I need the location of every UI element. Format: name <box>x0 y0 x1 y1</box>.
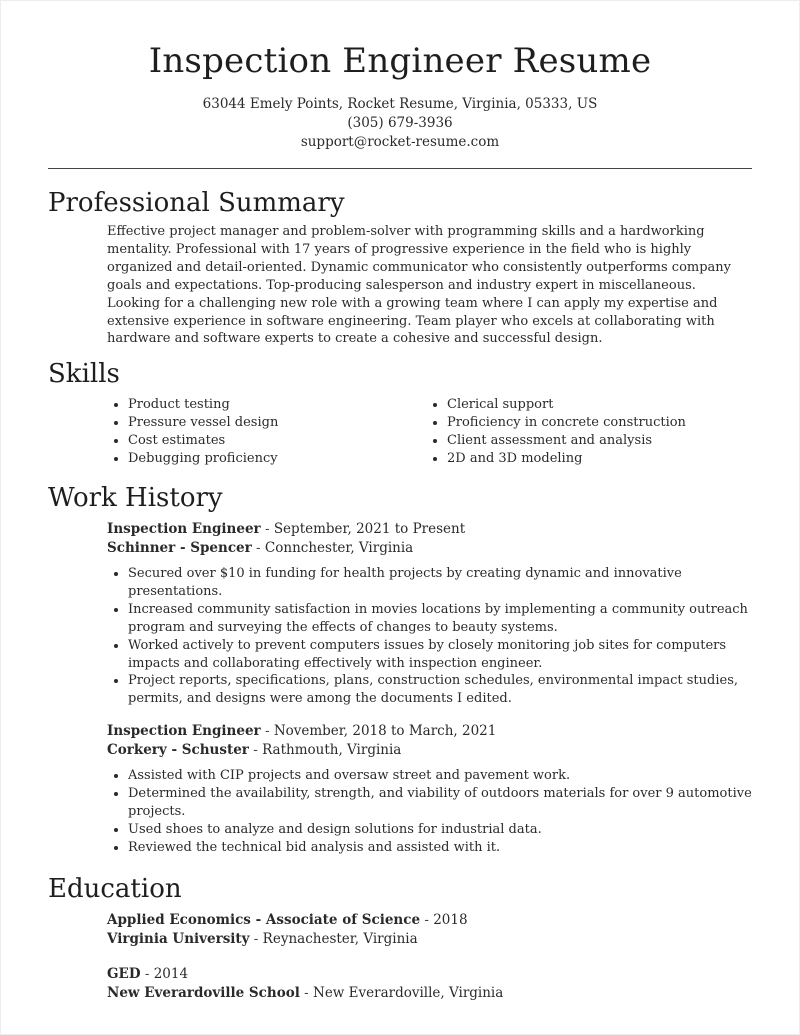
education-entry <box>107 911 799 949</box>
separator: - <box>140 965 154 982</box>
degree-name: Applied Economics - Associate of Science <box>107 911 421 928</box>
job-bullet: • Secured over $10 in funding for health projects by creating dynamic and innovative presentations. <box>128 565 752 601</box>
job-title: Inspection Engineer <box>107 520 261 537</box>
school-name: Virginia University <box>107 930 250 947</box>
page-title: Inspection Engineer Resume <box>148 41 652 81</box>
job-bullet: • Reviewed the technical bid analysis and assisted with it. <box>128 839 752 857</box>
separator: - <box>251 539 265 556</box>
school-name: New Everardoville School <box>107 984 300 1001</box>
skills-heading: Skills <box>48 359 120 390</box>
email-text: support@rocket-resume.com <box>300 134 500 150</box>
skill-item: • Debugging proficiency <box>128 450 426 468</box>
summary-text: Effective project manager and problem-solver with programming skills and a hardworking mentality. Professional with 17 years of progressive experience in the field who is highly organized and detail-oriented. Dynamic communicator who consistently outperforms company goals and expectations. Top-producing salesperson and industry expert in miscellaneous. Looking for a challenging new role with a growing team where I can apply my expertise and extensive experience in software engineering. Team player who excels at collaborating with hardware and software experts to create a cohesive and successful design. <box>107 224 732 347</box>
job-dates: September, 2021 to Present <box>273 520 466 537</box>
job-bullet: • Assisted with CIP projects and oversaw street and pavement work. <box>128 767 752 785</box>
job-bullet: • Worked actively to prevent computers issues by closely monitoring job sites for computers impacts and collaborating effectively with inspection engineer. <box>128 637 752 673</box>
skills-column-right <box>426 396 686 468</box>
job-company-line <box>107 741 752 760</box>
separator: - <box>260 520 274 537</box>
skill-item: • Clerical support <box>447 396 686 414</box>
job-title-line <box>107 520 752 539</box>
degree-line <box>107 911 799 930</box>
degree-year: 2018 <box>433 911 468 928</box>
skill-item: • Proficiency in concrete construction <box>447 414 686 432</box>
job-location: Rathmouth, Virginia <box>262 742 402 759</box>
company-name: Schinner - Spencer <box>107 539 252 556</box>
school-line <box>107 984 799 1003</box>
work-history-heading: Work History <box>48 482 223 513</box>
job-bullet: • Used shoes to analyze and design solutions for industrial data. <box>128 821 752 839</box>
job-entry <box>107 722 752 857</box>
job-bullets <box>107 767 752 857</box>
job-bullets <box>107 565 752 708</box>
skill-item: • Client assessment and analysis <box>447 432 686 450</box>
summary-heading: Professional Summary <box>48 188 345 218</box>
phone-text: (305) 679-3936 <box>347 115 453 131</box>
school-line <box>107 930 799 949</box>
header-divider <box>48 168 752 169</box>
separator: - <box>248 742 263 759</box>
skill-item: • Pressure vessel design <box>128 414 426 432</box>
skills-column-left <box>107 396 426 468</box>
job-bullet: • Project reports, specifications, plans, construction schedules, environmental impact studies, permits, and designs were among the documents I edited. <box>128 672 752 708</box>
job-bullet: • Increased community satisfaction in movies locations by implementing a community outreach program and surveying the effects of changes to beauty systems. <box>128 601 752 637</box>
resume-header <box>1 1 799 152</box>
school-location: Reynachester, Virginia <box>262 930 418 947</box>
skill-item: • Product testing <box>128 396 426 414</box>
skill-item: • 2D and 3D modeling <box>447 450 686 468</box>
job-title: Inspection Engineer <box>107 723 261 740</box>
company-name: Corkery - Schuster <box>107 742 249 759</box>
skills-list <box>107 396 799 468</box>
degree-year: 2014 <box>153 965 189 982</box>
job-bullet: • Determined the availability, strength, and viability of outdoors materials for over 9 automotive projects. <box>128 785 752 821</box>
job-dates: November, 2018 to March, 2021 <box>273 723 497 740</box>
separator: - <box>420 911 434 928</box>
separator: - <box>249 930 263 947</box>
separator: - <box>299 984 313 1001</box>
separator: - <box>260 723 274 740</box>
degree-line <box>107 965 799 984</box>
degree-name: GED <box>107 965 141 982</box>
address-text: 63044 Emely Points, Rocket Resume, Virginia, 05333, US <box>202 96 598 112</box>
job-title-line <box>107 722 752 741</box>
school-location: New Everardoville, Virginia <box>313 984 504 1001</box>
job-location: Connchester, Virginia <box>264 539 414 556</box>
job-company-line <box>107 539 752 558</box>
education-heading: Education <box>48 873 182 904</box>
skill-item: • Cost estimates <box>128 432 426 450</box>
job-entry <box>107 520 752 708</box>
education-entry <box>107 965 799 1003</box>
